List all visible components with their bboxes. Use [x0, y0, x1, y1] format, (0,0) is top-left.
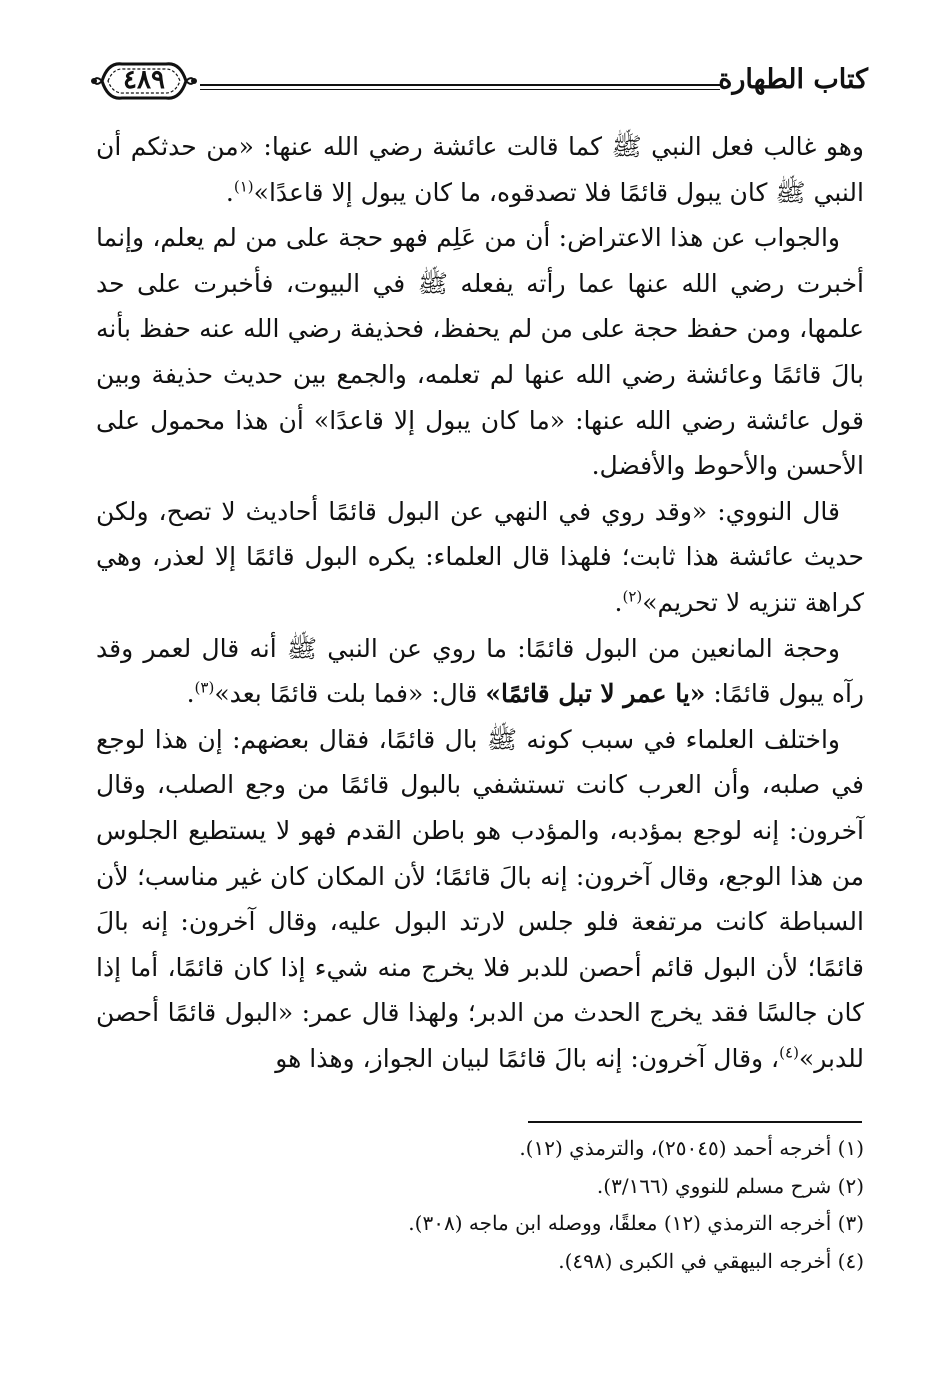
footnotes: [96, 1130, 864, 1280]
footnote-item: (١) أخرجه أحمد (٢٥٠٤٥)، والترمذي (١٢).: [519, 1136, 864, 1160]
footnote-ref[interactable]: (٤): [779, 1043, 799, 1062]
footnote-separator: [528, 1121, 862, 1123]
paragraph: قال النووي: «وقد روي في النهي عن البول قائمًا أحاديث لا تصح، ولكن حديث عائشة هذا ثابت؛ فلهذا قال العلماء: يكره البول قائمًا إلا لعذر، وهي كراهة تنزيه لا تحريم»$^{(٢)}$.: [96, 496, 864, 617]
header-rule: [200, 84, 720, 90]
book-section-title: كتاب الطهارة: [718, 64, 868, 95]
footnote-item: (٢) شرح مسلم للنووي (٣/١٦٦).: [596, 1173, 864, 1198]
footnote-item: (٣) أخرجه الترمذي (١٢) معلقًا، ووصله ابن ماجه (٣٠٨).: [408, 1211, 864, 1235]
footnote-ref[interactable]: (٢): [622, 587, 643, 606]
footnote-ref[interactable]: (٣): [194, 678, 215, 697]
paragraph: وحجة المانعين من البول قائمًا: ما روي عن النبي ﷺ أنه قال لعمر وقد رآه يبول قائمًا: «يا عمر لا تبل قائمًا» قال: «فما بلت قائمًا بعد»$^{(٣)}$.: [96, 633, 864, 709]
body-text: [96, 124, 864, 1081]
page-number-ornament: [88, 58, 200, 104]
paragraph: وهو غالب فعل النبي ﷺ كما قالت عائشة رضي الله عنها: «من حدثكم أن النبي ﷺ كان يبول قائمًا فلا تصدقوه، ما كان يبول إلا قاعدًا»$^{(١)}$.: [96, 132, 864, 207]
footnote-item: (٤) أخرجه البيهقي في الكبرى (٤٩٨).: [558, 1248, 864, 1273]
footnote-ref[interactable]: (١): [233, 177, 254, 196]
paragraph: والجواب عن هذا الاعتراض: أن من عَلِم فهو حجة على من لم يعلم، وإنما أخبرت رضي الله عنها عما رأته يفعله ﷺ في البيوت، فأخبرت على حد علمها، ومن حفظ حجة على من لم يحفظ، فحذيفة رضي الله عنه حفظ بأنه بالَ قائمًا وعائشة رضي الله عنها لم تعلمه، والجمع بين حديث حذيفة وبين قول عائشة رضي الله عنها: «ما كان يبول إلا قاعدًا» أن هذا محمول على الأحسن والأحوط والأفضل.: [96, 223, 864, 481]
page-number: ٤٨٩: [123, 65, 165, 95]
bold-hadith-quote: «يا عمر لا تبل قائمًا»: [485, 679, 706, 709]
page-header: [88, 58, 868, 114]
paragraph: واختلف العلماء في سبب كونه ﷺ بال قائمًا، فقال بعضهم: إن هذا لوجع في صلبه، وأن العرب كانت تستشفي بالبول قائمًا من وجع الصلب، وقال آخرون: إنه لوجع بمؤدبه، والمؤدب هو باطن القدم فهو لا يستطيع الجلوس من هذا الوجع، وقال آخرون: إنه بالَ قائمًا؛ لأن المكان كان غير مناسب؛ لأن السباطة كانت مرتفعة فلو جلس لارتد البول عليه، وقال آخرون: إنه بالَ قائمًا؛ لأن البول قائم أحصن للدبر فلا يخرج منه شيء إذا كان قائمًا، أما إذا كان جالسًا فقد يخرج الحدث من الدبر؛ ولهذا قال عمر: «البول قائمًا أحصن للدبر»$^{(٤)}$، وقال آخرون: إنه بالَ قائمًا لبيان الجواز، وهذا هو: [96, 724, 864, 1073]
